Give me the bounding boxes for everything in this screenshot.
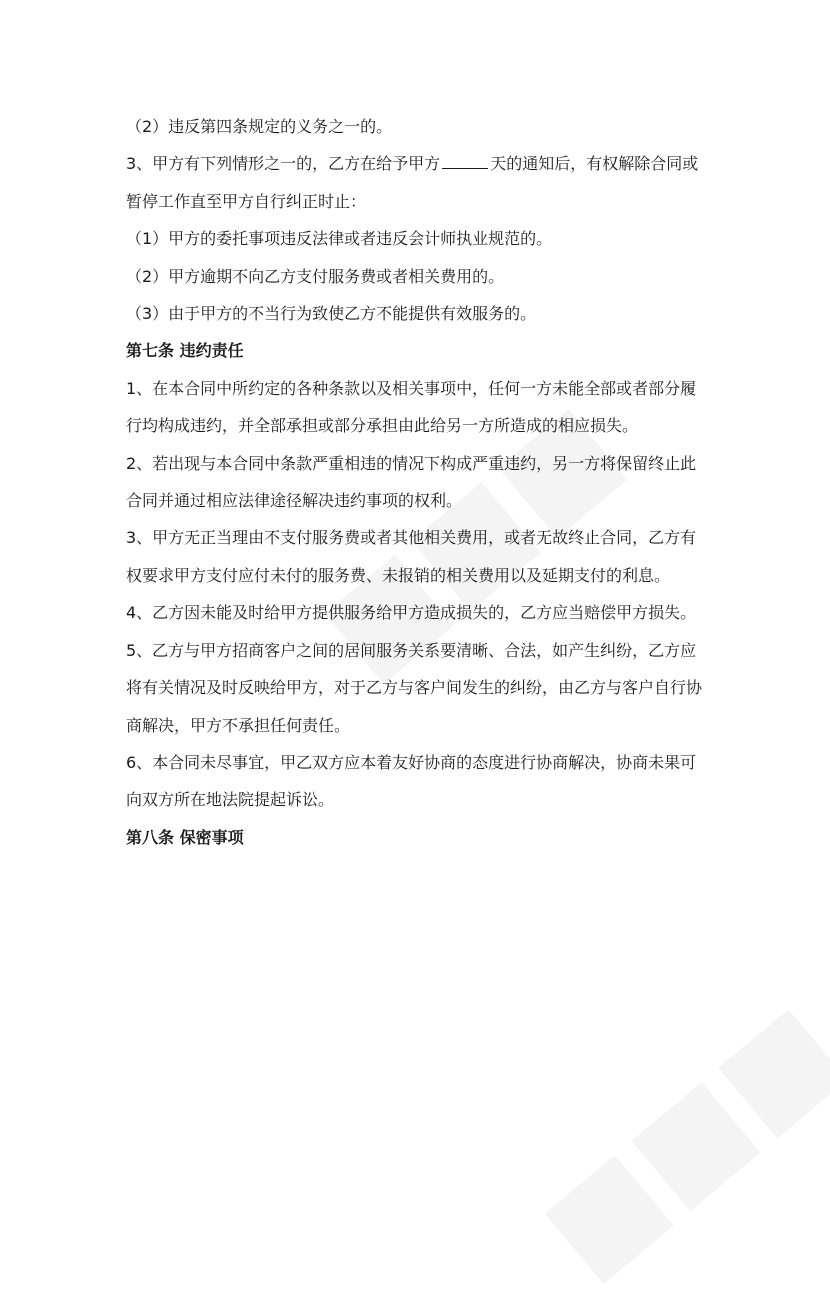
notice-days-blank [442, 150, 488, 169]
article-7-item-1: 1、在本合同中所约定的各种条款以及相关事项中，任何一方未能全部或者部分履行均构成违约，并全部承担或部分承担由此给另一方所造成的相应损失。 [126, 378, 697, 436]
article-8-heading: 第八条 保密事项 [126, 827, 244, 847]
article-7-item-6: 6、本合同未尽事宜，甲乙双方应本着友好协商的态度进行协商解决，协商未果可向双方所在地法院提起诉讼。 [126, 752, 697, 810]
article-7-item-3: 3、甲方无正当理由不支付服务费或者其他相关费用，或者无故终止合同，乙方有权要求甲方支付应付未付的服务费、未报销的相关费用以及延期支付的利息。 [126, 528, 697, 585]
clause-3-text-before-blank: 3、甲方有下列情形之一的，乙方在给予甲方 [126, 154, 441, 174]
clause-3-termination [126, 145, 710, 220]
article-7-item-2: 2、若出现与本合同中条款严重相违的情况下构成严重违约，另一方将保留终止此合同并通过相应法律途径解决违约事项的权利。 [126, 453, 697, 511]
watermark [515, 977, 830, 1302]
document-body [126, 108, 710, 856]
clause-2-item: （2）违反第四条规定的义务之一的。 [126, 117, 393, 136]
article-7-item-5: 5、乙方与甲方招商客户之间的居间服务关系要清晰、合法，如产生纠纷，乙方应将有关情况及时反映给甲方，对于乙方与客户间发生的纠纷，由乙方与客户自行协商解决，甲方不承担任何责任。 [126, 640, 703, 735]
clause-3-item-1: （1）甲方的委托事项违反法律或者违反会计师执业规范的。 [126, 229, 553, 249]
clause-3-item-2: （2）甲方逾期不向乙方支付服务费或者相关费用的。 [126, 266, 505, 286]
article-7-heading: 第七条 违约责任 [126, 341, 244, 361]
clause-3-text-after-blank: 天的通知后，有权解除合同或暂停工作直至甲方自行纠正时止： [126, 154, 699, 211]
article-7-item-4: 4、乙方因未能及时给甲方提供服务给甲方造成损失的，乙方应当赔偿甲方损失。 [126, 603, 697, 623]
clause-3-item-3: （3）由于甲方的不当行为致使乙方不能提供有效服务的。 [126, 304, 537, 324]
